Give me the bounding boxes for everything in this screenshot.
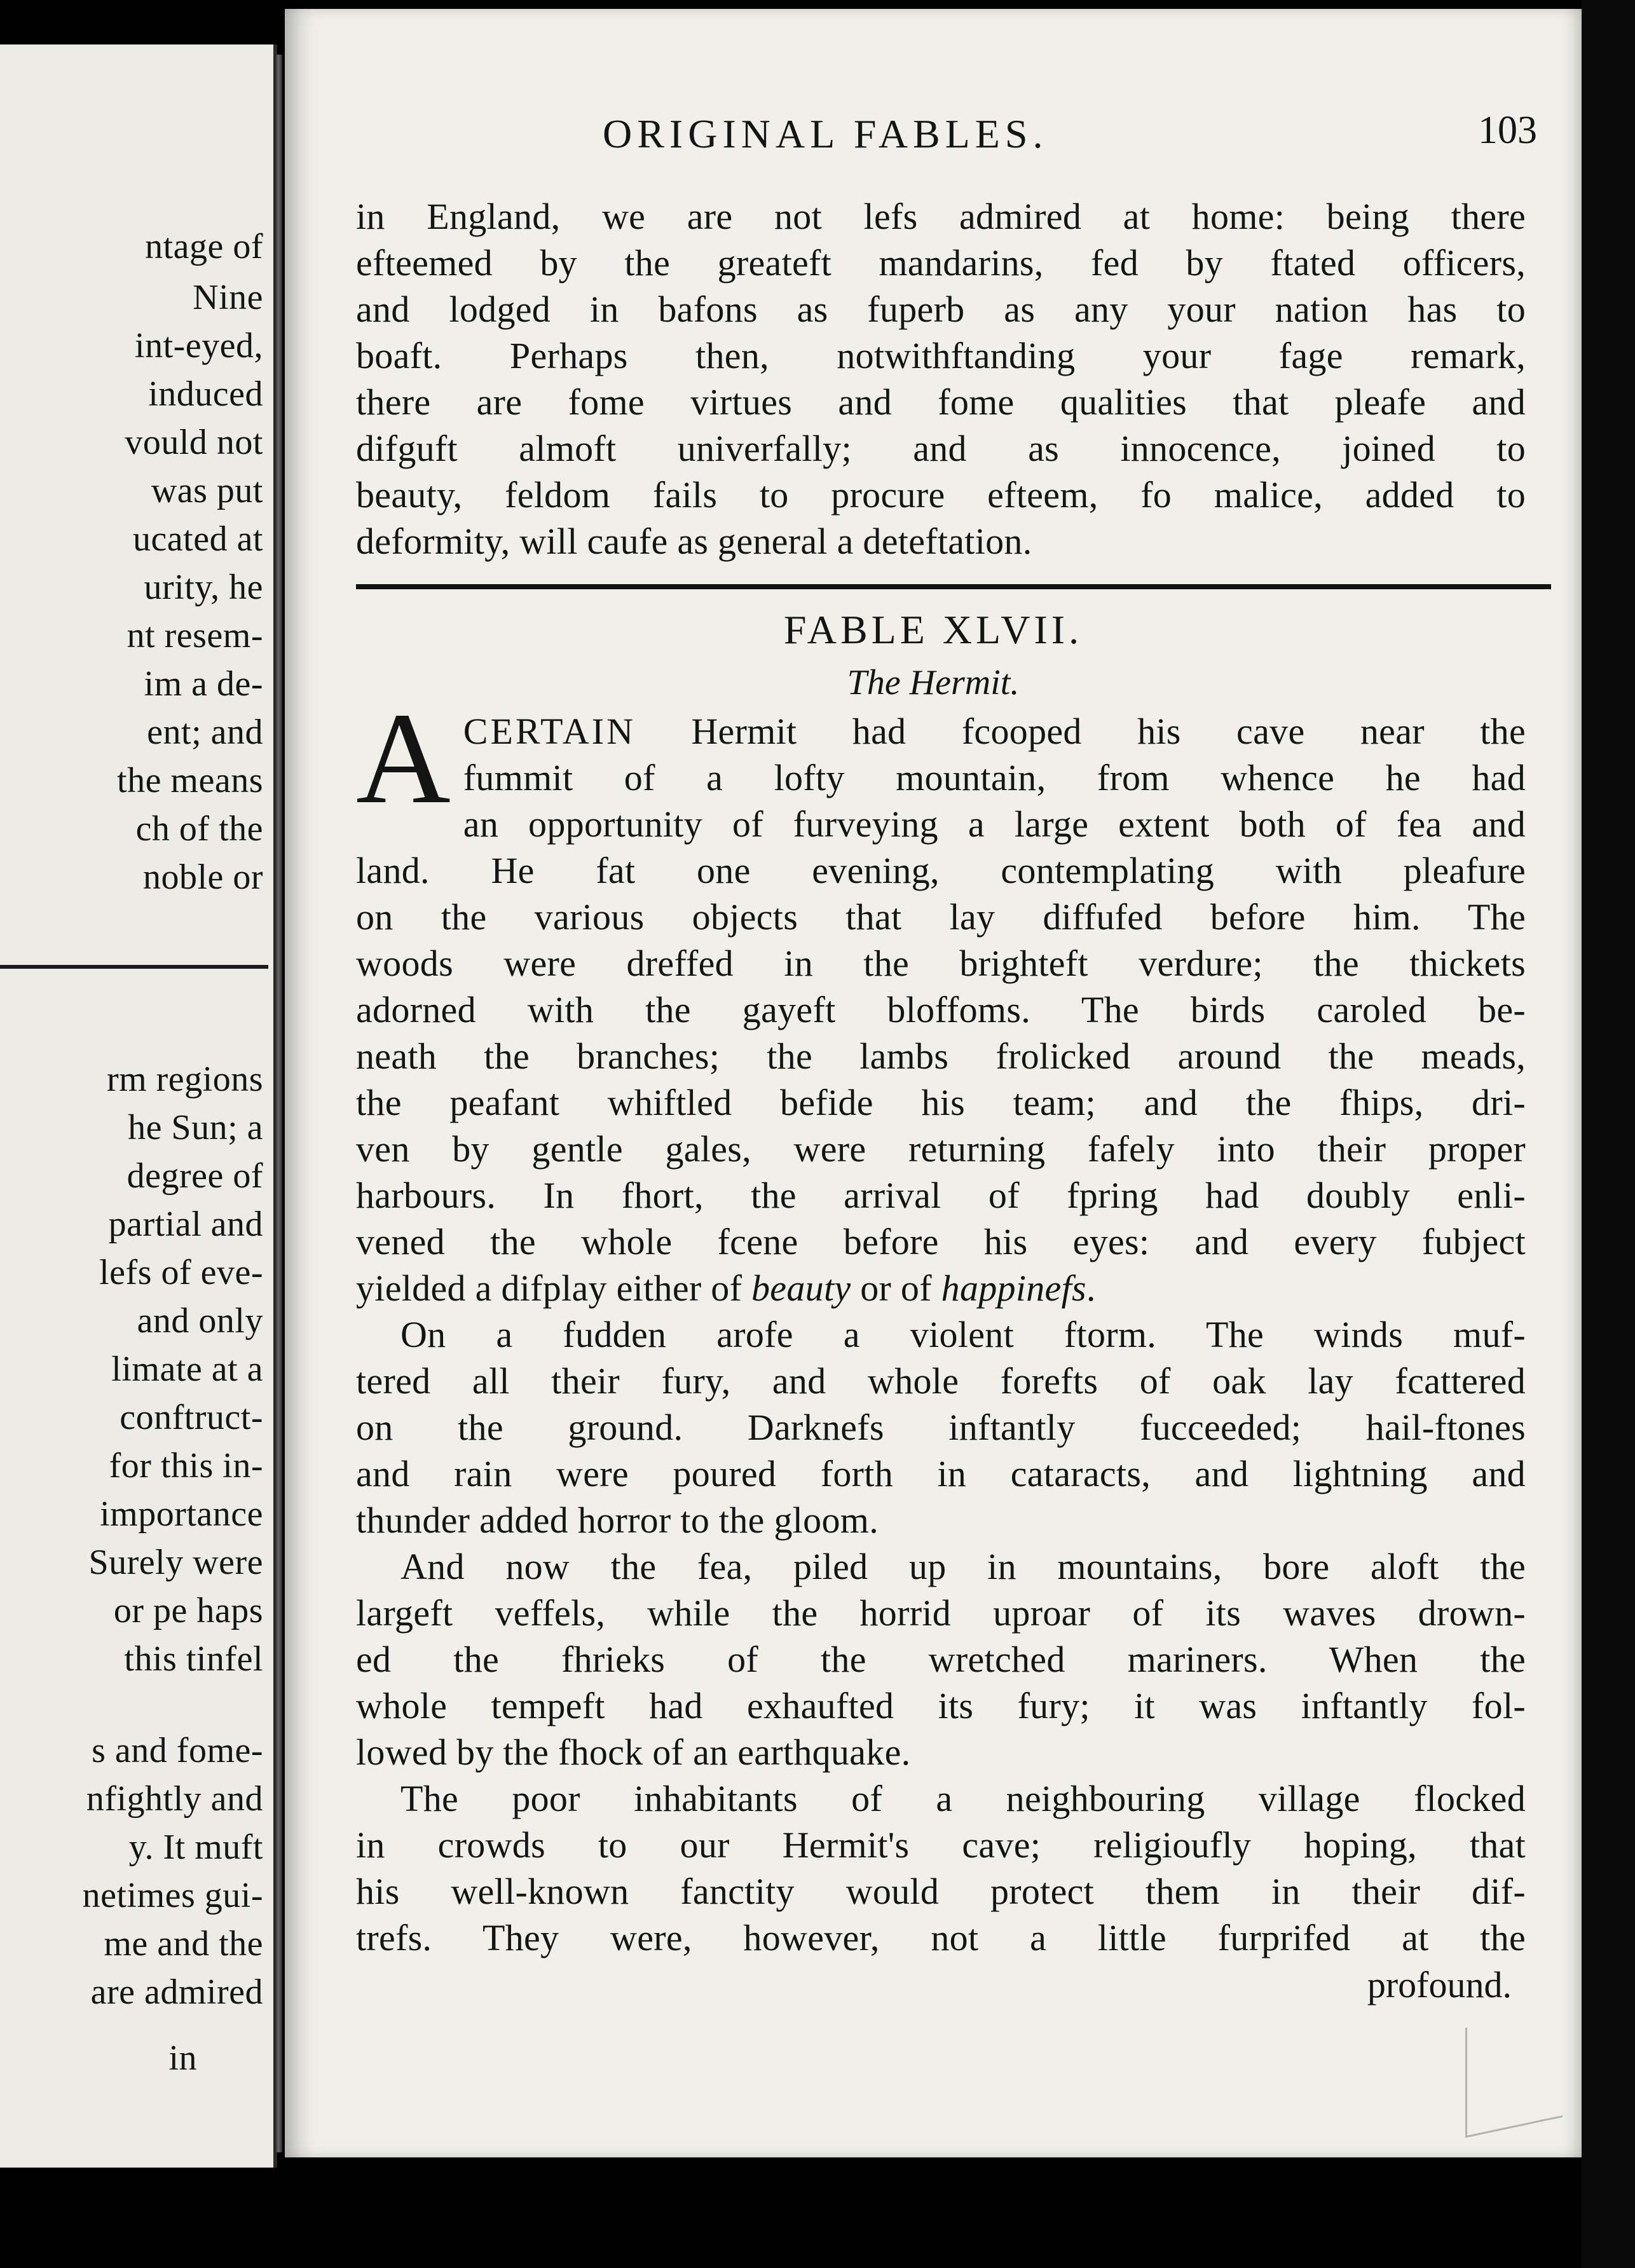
text-line: there are fome virtues and fome qualities that pleafe and [356,381,1526,423]
text-line: neath the branches; the lambs frolicked around the meads, [356,1035,1526,1077]
left-page-line: vould not [125,423,263,462]
opening-word: CERTAIN [463,711,636,752]
text-line: ed the fhrieks of the wretched mariners. When the [356,1639,1526,1680]
left-page-line: ent; and [147,713,263,752]
text-line: vened the whole fcene before his eyes: and every fubject [356,1221,1526,1262]
left-page-line: Surely were [88,1543,263,1582]
left-page-line: nt resem- [127,616,263,655]
fable-subtitle: The Hermit. [847,663,1020,702]
text-line: boaft. Perhaps then, notwithftanding your fage remark, [356,335,1526,376]
text-line: adorned with the gayeft bloffoms. The birds caroled be- [356,989,1526,1030]
line-start: yielded a difplay either of [356,1267,751,1309]
text-line: whole tempeft had exhaufted its fury; it was inftantly fol- [356,1685,1526,1726]
text-line: fummit of a lofty mountain, from whence he had [463,757,1526,798]
left-page-line: noble or [142,857,263,897]
text-line: tered all their fury, and whole forefts of oak lay fcattered [356,1360,1526,1402]
text-line: thunder added horror to the gloom. [356,1499,879,1541]
text-line: On a fudden arofe a violent ftorm. The winds muf- [400,1314,1526,1355]
text-line [356,1265,1526,1311]
text-line: land. He fat one evening, contemplating with pleafure [356,850,1526,891]
text-line [356,708,1526,755]
text-line: difguft almoft univerfally; and as innocence, joined to [356,428,1526,469]
text-line: The poor inhabitants of a neighbouring village flocked [400,1778,1526,1819]
left-page-line: the means [117,761,263,800]
drop-cap: A [356,685,451,831]
text-line: and lodged in bafons as fuperb as any your nation has to [356,289,1526,330]
paragraph-4 [356,1775,1526,1961]
line-rest: Hermit had fcooped his cave near the [635,711,1526,752]
text-line: in crowds to our Hermit's cave; religioufly hoping, that [356,1824,1526,1866]
left-page-line: netimes gui- [82,1876,263,1915]
line-end: . [1086,1267,1096,1309]
left-page-line: ucated at [132,519,263,559]
page-number: 103 [1478,109,1537,152]
text-line: And now the fea, piled up in mountains, bore aloft the [400,1546,1526,1587]
text-line: and rain were poured forth in cataracts, and lightning and [356,1453,1526,1494]
left-page-line: urity, he [144,568,263,607]
left-page-line: me and the [104,1924,263,1964]
left-page-line: conftruct- [120,1398,263,1437]
text-line: in England, we are not lefs admired at home: being there [356,196,1526,237]
paragraph-2 [356,1311,1526,1543]
line-mid: or of [851,1267,941,1309]
text-line: beauty, feldom fails to procure efteem, fo malice, added to [356,474,1526,516]
left-page-catchword: in [168,2039,197,2078]
text-line: the peafant whiftled befide his team; and the fhips, dri- [356,1082,1526,1123]
left-page-line: induced [148,374,263,414]
left-page-line: partial and [108,1205,263,1244]
left-page-line: im a de- [144,664,263,704]
text-line: ven by gentle gales, were returning fafely into their proper [356,1128,1526,1170]
left-page-line: nfightly and [86,1779,263,1819]
left-page-line: ch of the [135,809,263,849]
left-page-line: or pe haps [113,1591,263,1630]
text-line: an opportunity of furveying a large extent both of fea and [463,803,1526,845]
text-line: on the ground. Darknefs inftantly fucceeded; hail-ftones [356,1407,1526,1448]
left-page-line: limate at a [111,1349,263,1389]
book-spine-gutter [275,55,282,2152]
left-page-line: ntage of [145,227,263,266]
catchword: profound. [1367,1964,1512,2005]
right-page [285,9,1582,2157]
left-page-line: s and fome- [92,1731,263,1770]
left-page-line: for this in- [109,1446,263,1486]
left-page-line: importance [100,1494,263,1534]
preceding-fable-conclusion [356,193,1526,564]
left-page-line: y. It muft [128,1827,263,1867]
text-line: lowed by the fhock of an earthquake. [356,1732,911,1773]
left-page-line: and only [137,1301,263,1341]
running-head [285,111,1582,168]
text-line: harbours. In fhort, the arrival of fpring had doubly enli- [356,1175,1526,1216]
page-corner-crease [1465,2007,1563,2138]
left-page-line: are admired [90,1972,263,2012]
left-page-line: Nine [193,278,263,317]
section-divider-rule [356,584,1551,589]
text-line: woods were dreffed in the brighteft verdure; the thickets [356,943,1526,984]
left-page-line: lefs of eve- [99,1253,263,1292]
paragraph-1 [356,685,1526,1311]
text-line: deformity, will caufe as general a deteftation. [356,521,1032,562]
left-section-rule [0,965,268,969]
text-line: his well-known fanctity would protect them in their dif- [356,1871,1526,1912]
fable-body [356,685,1526,1961]
left-page-line: degree of [127,1156,263,1196]
left-facing-page [0,44,277,2168]
left-page-line: this tinfel [124,1639,263,1679]
text-line: on the various objects that lay diffufed before him. The [356,896,1526,938]
left-page-line: int-eyed, [135,326,263,365]
left-page-line: was put [151,471,263,510]
scan-background-edge [1582,0,1635,2268]
left-page-line: he Sun; a [128,1108,263,1147]
text-line: largeft veffels, while the horrid uproar of its waves drown- [356,1592,1526,1634]
italic-word: happinefs [941,1267,1086,1309]
left-page-line: rm regions [106,1060,263,1099]
text-line: trefs. They were, however, not a little furprifed at the [356,1917,1526,1958]
italic-word: beauty [751,1267,851,1309]
text-line: efteemed by the greateft mandarins, fed by ftated officers, [356,242,1526,284]
paragraph-3 [356,1543,1526,1775]
fable-heading: FABLE XLVII. [783,607,1083,652]
running-title: ORIGINAL FABLES. [603,111,1048,156]
